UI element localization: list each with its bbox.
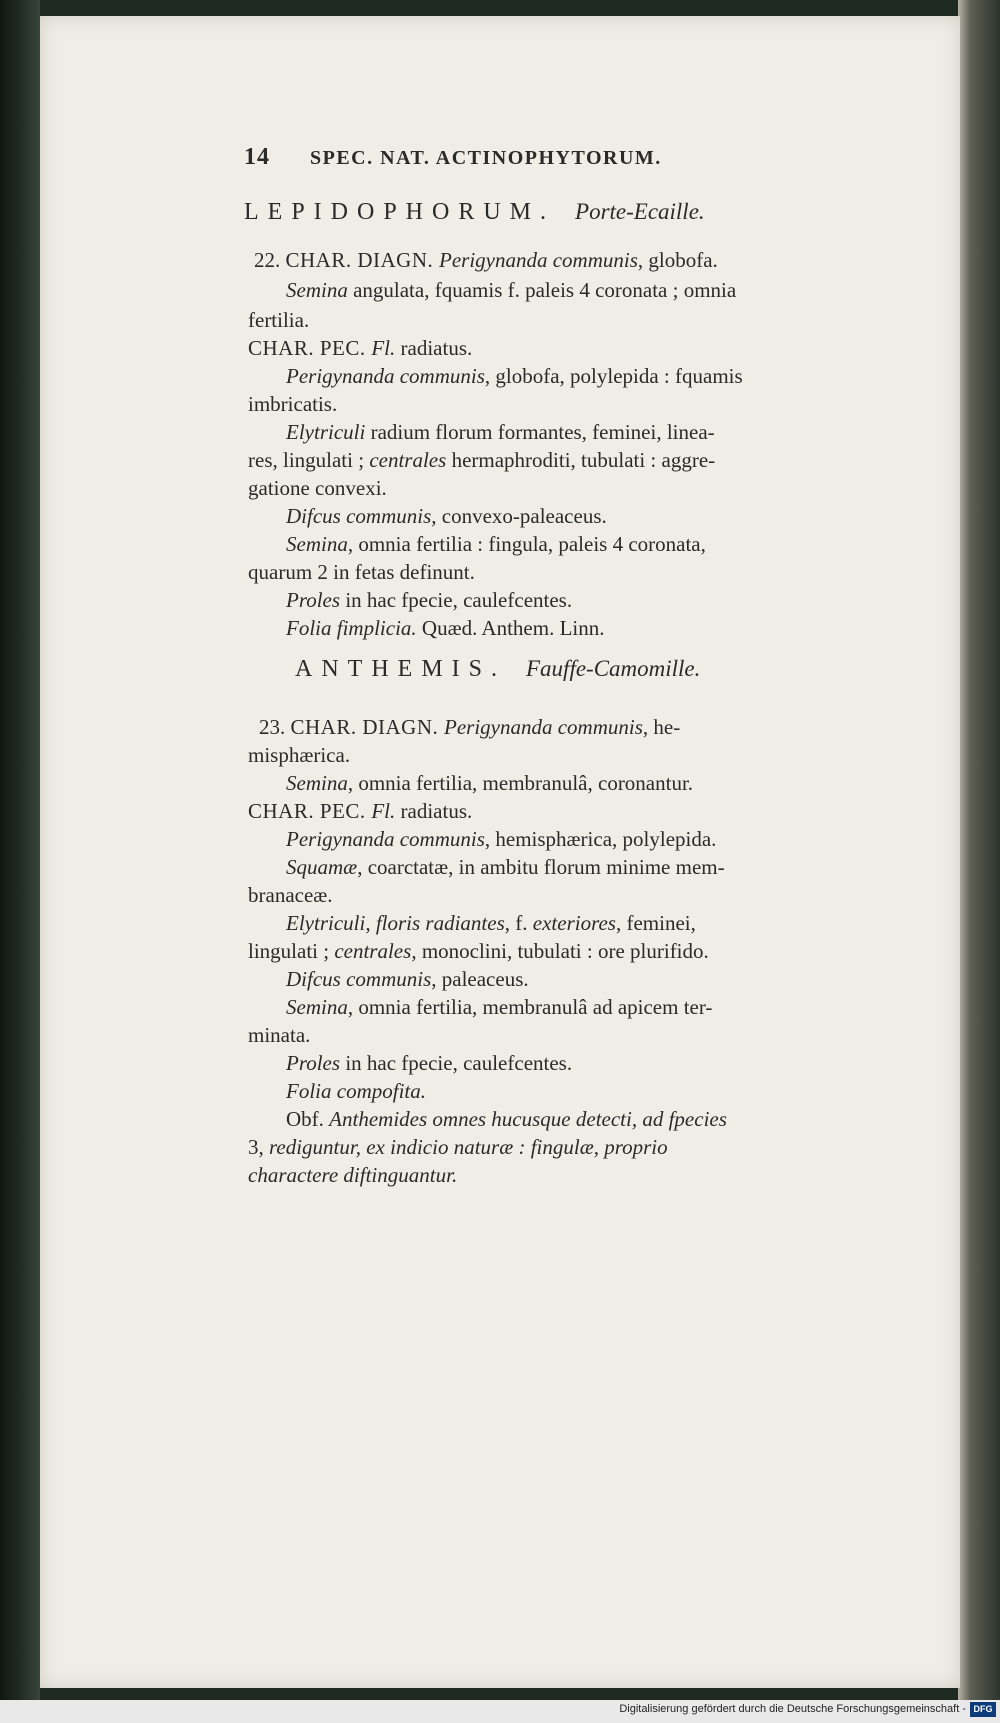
text-run: radiatus. (395, 336, 473, 360)
text-line (286, 1077, 426, 1105)
text-run: in hac fpecie, caulefcentes. (340, 588, 573, 612)
running-title: SPEC. NAT. ACTINOPHYTORUM. (310, 147, 662, 169)
text-run: , globofa. (637, 248, 718, 272)
text-line (248, 558, 475, 586)
small-caps-run: CHAR. DIAGN. (290, 715, 444, 739)
italic-run: centrales (369, 448, 447, 472)
italic-run: Difcus communis (286, 967, 432, 991)
french-name: Fauffe-Camomille. (526, 656, 701, 681)
text-line (248, 446, 715, 474)
italic-run: Semina (286, 532, 348, 556)
text-run: , globofa, polylepida : fquamis (484, 364, 743, 388)
text-line (248, 937, 709, 965)
dfg-logo: DFG (970, 1702, 996, 1717)
italic-run: Perigynanda communis (444, 715, 643, 739)
italic-run: Perigynanda communis (439, 248, 638, 272)
text-run: , (365, 911, 376, 935)
text-line (286, 418, 715, 446)
text-line (254, 246, 718, 274)
page-content (40, 16, 960, 1688)
text-line (286, 1049, 572, 1077)
text-line (286, 909, 696, 937)
text-line (248, 741, 350, 769)
text-run: branaceæ. (248, 883, 333, 907)
text-run: , monoclini, tubulati : ore plurifido. (411, 939, 709, 963)
text-line (286, 362, 743, 390)
text-line (286, 502, 607, 530)
text-run: , omnia fertilia : fingula, paleis 4 coronata, (347, 532, 706, 556)
french-name: Porte-Ecaille. (575, 199, 705, 224)
italic-run: Fl. (371, 336, 396, 360)
genus-name: LEPIDOPHORUM. (244, 199, 556, 225)
text-run: , omnia fertilia, membranulâ, coronantur. (347, 771, 694, 795)
italic-run: charactere diftinguantur. (248, 1163, 458, 1187)
italic-run: Proles (286, 588, 341, 612)
text-run: misphærica. (248, 743, 351, 767)
text-run: 3, (248, 1135, 269, 1159)
text-run: lingulati ; (248, 939, 335, 963)
text-run: gatione convexi. (248, 476, 387, 500)
italic-run: Fl. (371, 799, 396, 823)
text-line (286, 965, 529, 993)
text-run: minata. (248, 1023, 311, 1047)
text-line (286, 825, 716, 853)
italic-run: Perigynanda communis (286, 364, 485, 388)
text-run: hermaphroditi, tubulati : aggre- (446, 448, 716, 472)
italic-run: Semina (286, 771, 348, 795)
text-run: Obf. (286, 1107, 330, 1131)
text-run: , convexo-paleaceus. (431, 504, 607, 528)
text-run: imbricatis. (248, 392, 338, 416)
text-run: , hemisphærica, polylepida. (484, 827, 717, 851)
italic-run: Elytriculi (286, 420, 366, 444)
text-line (286, 614, 605, 642)
section-title-anthemis (295, 656, 935, 683)
italic-run: rediguntur, ex indicio naturæ : fingulæ, proprio (269, 1135, 668, 1159)
italic-run: Folia fimplicia. (286, 616, 417, 640)
text-run: 22. (254, 248, 286, 272)
italic-run: Elytriculi (286, 911, 366, 935)
text-run: , omnia fertilia, membranulâ ad apicem ter- (347, 995, 713, 1019)
text-run: , f. (504, 911, 533, 935)
italic-run: Perigynanda communis (286, 827, 485, 851)
text-line (286, 530, 706, 558)
text-run: fertilia. (248, 308, 310, 332)
italic-run: exteriores (532, 911, 616, 935)
genus-name: ANTHEMIS. (295, 656, 506, 682)
italic-run: Difcus communis (286, 504, 432, 528)
text-run: , he- (642, 715, 681, 739)
text-run: 23. (259, 715, 291, 739)
italic-run: Semina (286, 278, 348, 302)
text-run: , feminei, (615, 911, 696, 935)
italic-run: floris radiantes (375, 911, 505, 935)
small-caps-run: CHAR. PEC. (248, 799, 372, 823)
small-caps-run: CHAR. PEC. (248, 336, 372, 360)
italic-run: Anthemides omnes hucusque detecti, ad fpecies (329, 1107, 727, 1131)
digitization-credit: Digitalisierung gefördert durch die Deutsche Forschungsgemeinschaft - (619, 1703, 966, 1715)
italic-run: Folia compofita. (286, 1079, 426, 1103)
text-run: radium florum formantes, feminei, linea- (365, 420, 715, 444)
scan-edge-right (958, 0, 1000, 1700)
italic-run: Proles (286, 1051, 341, 1075)
scan-edge-left (0, 0, 40, 1700)
text-line (286, 853, 725, 881)
text-line (286, 993, 712, 1021)
text-line (248, 1161, 457, 1189)
text-line (248, 881, 333, 909)
italic-run: Semina (286, 995, 348, 1019)
text-line (248, 306, 309, 334)
book-page (40, 16, 960, 1688)
italic-run: Squamæ (286, 855, 358, 879)
text-run: , paleaceus. (431, 967, 529, 991)
text-run: radiatus. (395, 799, 473, 823)
text-line (248, 1021, 310, 1049)
text-run: res, lingulati ; (248, 448, 370, 472)
text-line (286, 1105, 727, 1133)
text-run: quarum 2 in fetas definunt. (248, 560, 475, 584)
text-line (286, 586, 572, 614)
text-line (286, 769, 693, 797)
text-line (248, 334, 472, 362)
small-caps-run: CHAR. DIAGN. (285, 248, 439, 272)
text-line (248, 390, 337, 418)
text-line (248, 1133, 668, 1161)
italic-run: centrales (334, 939, 412, 963)
text-line (286, 276, 736, 304)
text-run: angulata, fquamis f. paleis 4 coronata ; omnia (347, 278, 737, 302)
text-run: Quæd. Anthem. Linn. (416, 616, 605, 640)
text-line (259, 713, 680, 741)
text-run: in hac fpecie, caulefcentes. (340, 1051, 573, 1075)
running-head (244, 144, 804, 171)
page-number: 14 (244, 144, 270, 170)
text-run: , coarctatæ, in ambitu florum minime mem- (357, 855, 725, 879)
section-title-lepidophorum (244, 199, 944, 226)
text-line (248, 474, 387, 502)
text-line (248, 797, 472, 825)
